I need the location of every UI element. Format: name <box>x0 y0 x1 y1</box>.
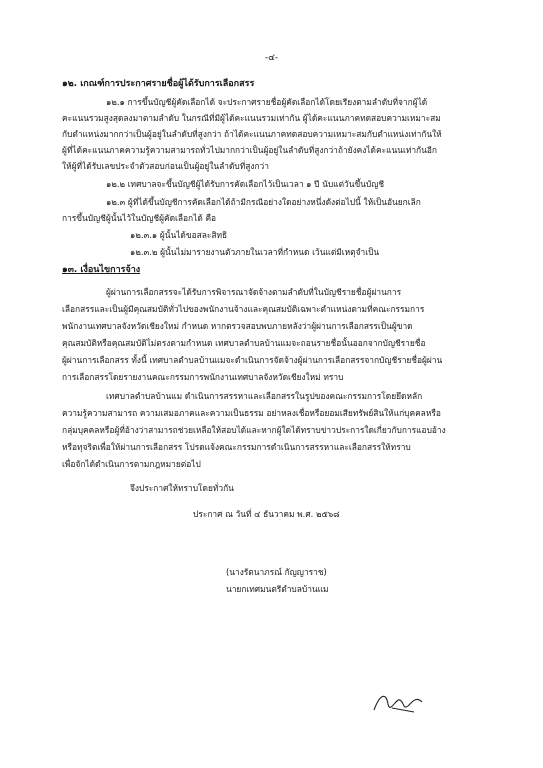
page-number: -๔- <box>264 53 279 63</box>
s13-p1-line1: ผู้ผ่านการเลือกสรรจะได้รับการพิจารณาจัดจ้างตามลำดับที่ในบัญชีรายชื่อผู้ผ่านการ <box>106 287 402 297</box>
signature-icon <box>370 688 430 718</box>
signer-title: นายกเทศมนตรีตำบลบ้านแม <box>226 584 329 594</box>
s13-p1-line2: เลือกสรรและเป็นผู้มีคุณสมบัติทั่วไปของพนักงานจ้างและคุณสมบัติเฉพาะตำแหน่งตามที่คณะกรรมการ <box>62 304 425 314</box>
section-13-heading: ๑๓. เงื่อนไขการจ้าง <box>62 265 141 275</box>
s12-p3-line2: การขึ้นบัญชีผู้นั้นไว้ในบัญชีผู้คัดเลือกได้ คือ <box>62 213 217 223</box>
s12-p3-item2: ๑๒.๓.๒ ผู้นั้นไม่มารายงานตัวภายในเวลาที่กำหนด เว้นแต่มีเหตุจำเป็น <box>130 247 380 257</box>
s12-p1-line2: คะแนนรวมสูงสุดลงมาตามลำดับ ในกรณีที่มีผู้ได้คะแนนรวมเท่ากัน ผู้ได้คะแนนภาคทดสอบความเหมาะสม <box>62 113 441 123</box>
s13-p2-line5: เพื่อจักได้ดำเนินการตามกฎหมายต่อไป <box>62 459 201 469</box>
s13-p2-line1: เทศบาลตำบลบ้านแม ดำเนินการสรรหาและเลือกสรรในรูปของคณะกรรมการโดยยึดหลัก <box>106 391 423 401</box>
s12-p1-line5: ให้ผู้ที่ได้รับเลขประจำตัวสอบก่อนเป็นผู้อยู่ในลำดับที่สูงกว่า <box>62 161 269 171</box>
s13-p1-line5: ผู้ผ่านการเลือกสรร ทั้งนี้ เทศบาลตำบลบ้านแมจะดำเนินการจัดจ้างผู้ผ่านการเลือกสรรจากบัญชีรายชื่อผู้ผ่าน <box>62 355 443 365</box>
s12-p1-line1: ๑๒.๑ การขึ้นบัญชีผู้คัดเลือกได้ จะประกาศรายชื่อผู้คัดเลือกได้โดยเรียงตามลำดับที่จากผู้ได้ <box>106 97 428 107</box>
s13-p1-line4: คุณสมบัติหรือคุณสมบัติไม่ตรงตามกำหนด เทศบาลตำบลบ้านแมจะถอนรายชื่อนั้นออกจากบัญชีรายชื่อ <box>62 338 426 348</box>
s13-p2-line3: กลุ่มบุคคลหรือผู้ที่อ้างว่าสามารถช่วยเหลือให้สอบได้และหากผู้ใดได้ทราบข่าวประการใดเกี่ยวกับการแอบอ้าง <box>62 425 446 435</box>
s12-p3-line1: ๑๒.๓ ผู้ที่ได้ขึ้นบัญชีการคัดเลือกได้ถ้ามีกรณีอย่างใดอย่างหนึ่งดังต่อไปนี้ ให้เป็นอันยกเลิก <box>106 197 421 207</box>
s13-p2-line2: ความรู้ความสามารถ ความเสมอภาคและความเป็นธรรม อย่าหลงเชื่อหรือยอมเสียทรัพย์สินให้แก่บุคคลหรือ <box>62 408 441 418</box>
signer-name: (นางรัตนาภรณ์ กัญญาราช) <box>226 567 327 577</box>
s13-p2-line4: หรือทุจริตเพื่อให้ผ่านการเลือกสรร โปรดแจ้งคณะกรรมการดำเนินการสรรหาและเลือกสรรให้ทราบ <box>62 442 411 452</box>
closing-line: จึงประกาศให้ทราบโดยทั่วกัน <box>130 483 234 493</box>
s12-p1-line4: ผู้ที่ได้คะแนนภาคความรู้ความสามารถทั่วไปมากกว่าเป็นผู้อยู่ในลำดับที่สูงกว่าถ้ายังคงได้คะแนนเท่ากันอีก <box>62 145 437 155</box>
announcement-date: ประกาศ ณ วันที่ ๔ ธันวาคม พ.ศ. ๒๕๖๘ <box>193 509 340 519</box>
s12-p2: ๑๒.๒ เทศบาลจะขึ้นบัญชีผู้ได้รับการคัดเลือกไว้เป็นเวลา ๑ ปี นับแต่วันขึ้นบัญชี <box>106 179 385 189</box>
s13-p1-line3: พนักงานเทศบาลจังหวัดเชียงใหม่ กำหนด หากตรวจสอบพบภายหลังว่าผู้ผ่านการเลือกสรรเป็นผู้ขาด <box>62 321 413 331</box>
s13-p1-line6: การเลือกสรรโดยรายงานคณะกรรมการพนักงานเทศบาลจังหวัดเชียงใหม่ ทราบ <box>62 372 344 382</box>
section-12-heading: ๑๒. เกณฑ์การประกาศรายชื่อผู้ได้รับการเลือกสรร <box>62 79 255 89</box>
s12-p3-item1: ๑๒.๓.๑ ผู้นั้นได้ขอสละสิทธิ <box>130 230 228 240</box>
s12-p1-line3: กับตำแหน่งมากกว่าเป็นผู้อยู่ในลำดับที่สูงกว่า ถ้าได้คะแนนภาคทดสอบความเหมาะสมกับตำแหน่งเท่ากันให้ <box>62 129 442 139</box>
